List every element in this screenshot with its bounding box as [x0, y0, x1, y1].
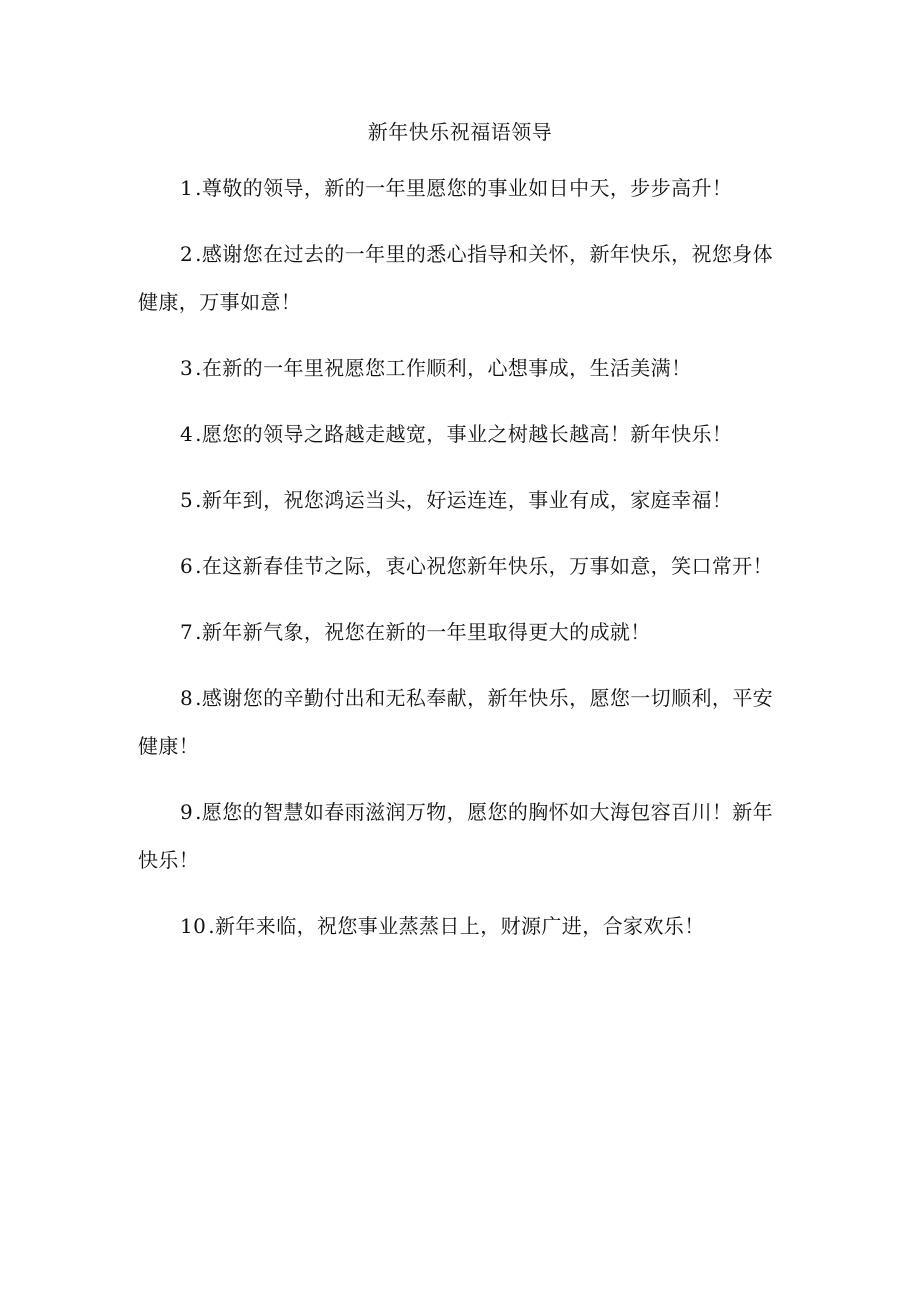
item-text: .新年来临，祝您事业蒸蒸日上，财源广进，合家欢乐！ — [208, 914, 705, 938]
list-item — [138, 344, 786, 392]
list-item — [138, 476, 786, 524]
list-item — [138, 608, 786, 656]
list-item — [138, 674, 786, 770]
document-title: 新年快乐祝福语领导 — [367, 120, 553, 144]
item-text: .愿您的智慧如春雨滋润万物，愿您的胸怀如大海包容百川！新年快乐！ — [138, 800, 774, 872]
document-body — [138, 164, 786, 968]
item-number: 10 — [180, 914, 207, 938]
item-number: 9 — [180, 800, 194, 824]
item-number: 1 — [180, 176, 194, 200]
list-item — [138, 902, 786, 950]
item-text: .感谢您的辛勤付出和无私奉献，新年快乐，愿您一切顺利，平安健康！ — [138, 686, 774, 758]
item-number: 8 — [180, 686, 194, 710]
list-item — [138, 230, 786, 326]
item-text: .愿您的领导之路越走越宽，事业之树越长越高！新年快乐！ — [195, 422, 733, 446]
item-number: 3 — [180, 356, 194, 380]
item-text: .尊敬的领导，新的一年里愿您的事业如日中天，步步高升！ — [195, 176, 733, 200]
item-number: 5 — [180, 488, 194, 512]
item-text: .感谢您在过去的一年里的悉心指导和关怀，新年快乐，祝您身体健康，万事如意！ — [138, 242, 774, 314]
item-text: .新年新气象，祝您在新的一年里取得更大的成就！ — [195, 620, 651, 644]
item-number: 4 — [180, 422, 194, 446]
list-item — [138, 410, 786, 458]
list-item — [138, 164, 786, 212]
item-text: .新年到，祝您鸿运当头，好运连连，事业有成，家庭幸福！ — [195, 488, 733, 512]
item-number: 2 — [180, 242, 194, 266]
item-text: .在这新春佳节之际，衷心祝您新年快乐，万事如意，笑口常开！ — [195, 554, 774, 578]
item-number: 6 — [180, 554, 194, 578]
list-item — [138, 542, 786, 590]
item-number: 7 — [180, 620, 194, 644]
list-item — [138, 788, 786, 884]
item-text: .在新的一年里祝愿您工作顺利，心想事成，生活美满！ — [195, 356, 692, 380]
